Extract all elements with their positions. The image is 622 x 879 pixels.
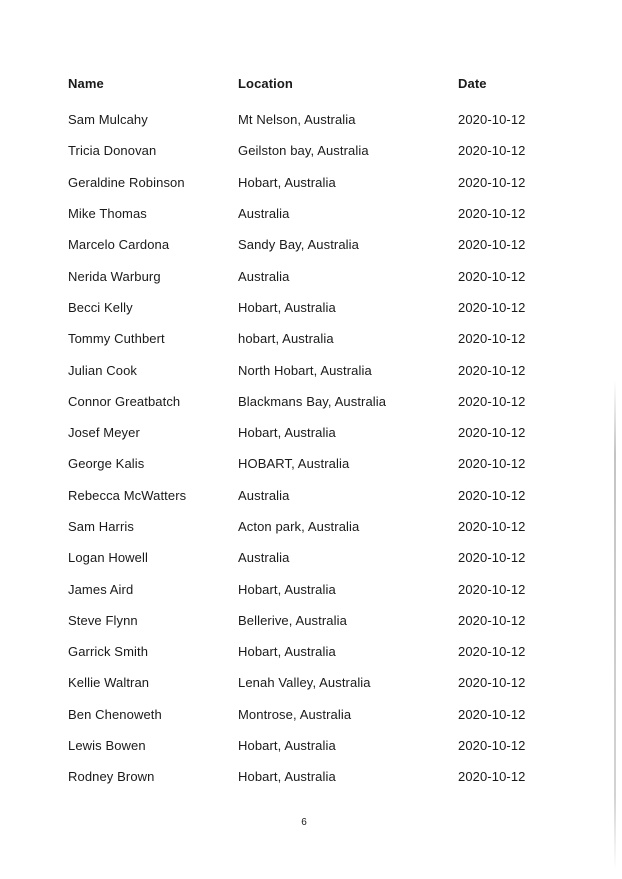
cell-location: Montrose, Australia (238, 706, 352, 722)
cell-location: Australia (238, 550, 290, 566)
cell-date: 2020-10-12 (458, 550, 526, 566)
table-row (68, 135, 548, 166)
table-row (68, 292, 548, 323)
cell-date: 2020-10-12 (458, 362, 526, 378)
cell-name: Marcelo Cardona (68, 237, 170, 253)
cell-name: Kellie Waltran (68, 675, 150, 691)
cell-location: Australia (238, 206, 290, 222)
table-row (68, 573, 548, 604)
cell-date: 2020-10-12 (458, 612, 526, 628)
table-row (68, 448, 548, 479)
cell-date: 2020-10-12 (458, 581, 526, 597)
scan-edge-shadow (614, 380, 616, 870)
cell-name: Garrick Smith (68, 644, 149, 660)
cell-date: 2020-10-12 (458, 769, 526, 785)
table-row (68, 542, 548, 573)
cell-name: Sam Mulcahy (68, 112, 148, 128)
signatures-table (68, 72, 548, 793)
cell-location: Lenah Valley, Australia (238, 675, 371, 691)
cell-location: Hobart, Australia (238, 581, 336, 597)
table-row (68, 167, 548, 198)
cell-date: 2020-10-12 (458, 519, 526, 534)
cell-location: Geilston bay, Australia (238, 143, 369, 159)
cell-date: 2020-10-12 (458, 237, 526, 253)
table-row (68, 229, 548, 260)
cell-location: Acton park, Australia (238, 519, 360, 534)
cell-location: HOBART, Australia (238, 456, 350, 472)
table-row (68, 260, 548, 291)
table-row (68, 417, 548, 448)
header-date: Date (458, 75, 487, 91)
cell-name: George Kalis (68, 456, 145, 472)
cell-date: 2020-10-12 (458, 299, 526, 315)
table-row (68, 480, 548, 511)
table-row (68, 667, 548, 698)
cell-name: Rodney Brown (68, 769, 155, 785)
cell-date: 2020-10-12 (458, 112, 526, 128)
table-row (68, 104, 548, 135)
cell-date: 2020-10-12 (458, 644, 526, 660)
cell-location: Hobart, Australia (238, 299, 336, 315)
table-row (68, 605, 548, 636)
cell-name: Josef Meyer (68, 425, 140, 441)
table-header-row (68, 72, 548, 94)
table-row (68, 386, 548, 417)
cell-location: Bellerive, Australia (238, 612, 347, 628)
cell-date: 2020-10-12 (458, 331, 526, 347)
cell-date: 2020-10-12 (458, 393, 526, 409)
cell-date: 2020-10-12 (458, 487, 526, 503)
cell-name: Steve Flynn (68, 612, 138, 628)
cell-date: 2020-10-12 (458, 675, 526, 691)
cell-date: 2020-10-12 (458, 143, 526, 159)
cell-date: 2020-10-12 (458, 456, 526, 472)
cell-name: James Aird (68, 581, 134, 597)
cell-name: Becci Kelly (68, 299, 133, 315)
table-row (68, 354, 548, 385)
cell-location: Hobart, Australia (238, 644, 336, 660)
cell-location: Blackmans Bay, Australia (238, 393, 387, 409)
cell-location: Hobart, Australia (238, 738, 336, 754)
cell-date: 2020-10-12 (458, 268, 526, 284)
cell-name: Connor Greatbatch (68, 393, 181, 409)
cell-date: 2020-10-12 (458, 174, 526, 190)
cell-location: Mt Nelson, Australia (238, 112, 356, 128)
cell-name: Logan Howell (68, 550, 148, 566)
table-row (68, 730, 548, 761)
cell-name: Ben Chenoweth (68, 706, 162, 722)
cell-name: Julian Cook (68, 362, 138, 378)
cell-location: North Hobart, Australia (238, 362, 372, 378)
cell-location: Hobart, Australia (238, 425, 336, 441)
table-row (68, 761, 548, 792)
page-number: 6 (301, 817, 307, 828)
cell-date: 2020-10-12 (458, 738, 526, 754)
cell-location: Hobart, Australia (238, 174, 336, 190)
cell-location: Australia (238, 268, 290, 284)
cell-date: 2020-10-12 (458, 425, 526, 441)
cell-name: Mike Thomas (68, 206, 147, 222)
table-row (68, 511, 548, 542)
cell-date: 2020-10-12 (458, 206, 526, 222)
header-name: Name (68, 75, 104, 91)
cell-location: hobart, Australia (238, 331, 334, 347)
cell-date: 2020-10-12 (458, 706, 526, 722)
cell-name: Tricia Donovan (68, 143, 157, 159)
table-row (68, 636, 548, 667)
cell-name: Rebecca McWatters (68, 487, 187, 503)
cell-location: Sandy Bay, Australia (238, 237, 359, 253)
table-row (68, 699, 548, 730)
cell-name: Sam Harris (68, 519, 135, 534)
cell-name: Tommy Cuthbert (68, 331, 165, 347)
cell-location: Hobart, Australia (238, 769, 336, 785)
header-location: Location (238, 75, 293, 91)
cell-name: Nerida Warburg (68, 268, 161, 284)
table-body (68, 104, 548, 793)
cell-location: Australia (238, 487, 290, 503)
table-row (68, 198, 548, 229)
table-row (68, 323, 548, 354)
cell-name: Geraldine Robinson (68, 174, 185, 190)
cell-name: Lewis Bowen (68, 738, 146, 754)
